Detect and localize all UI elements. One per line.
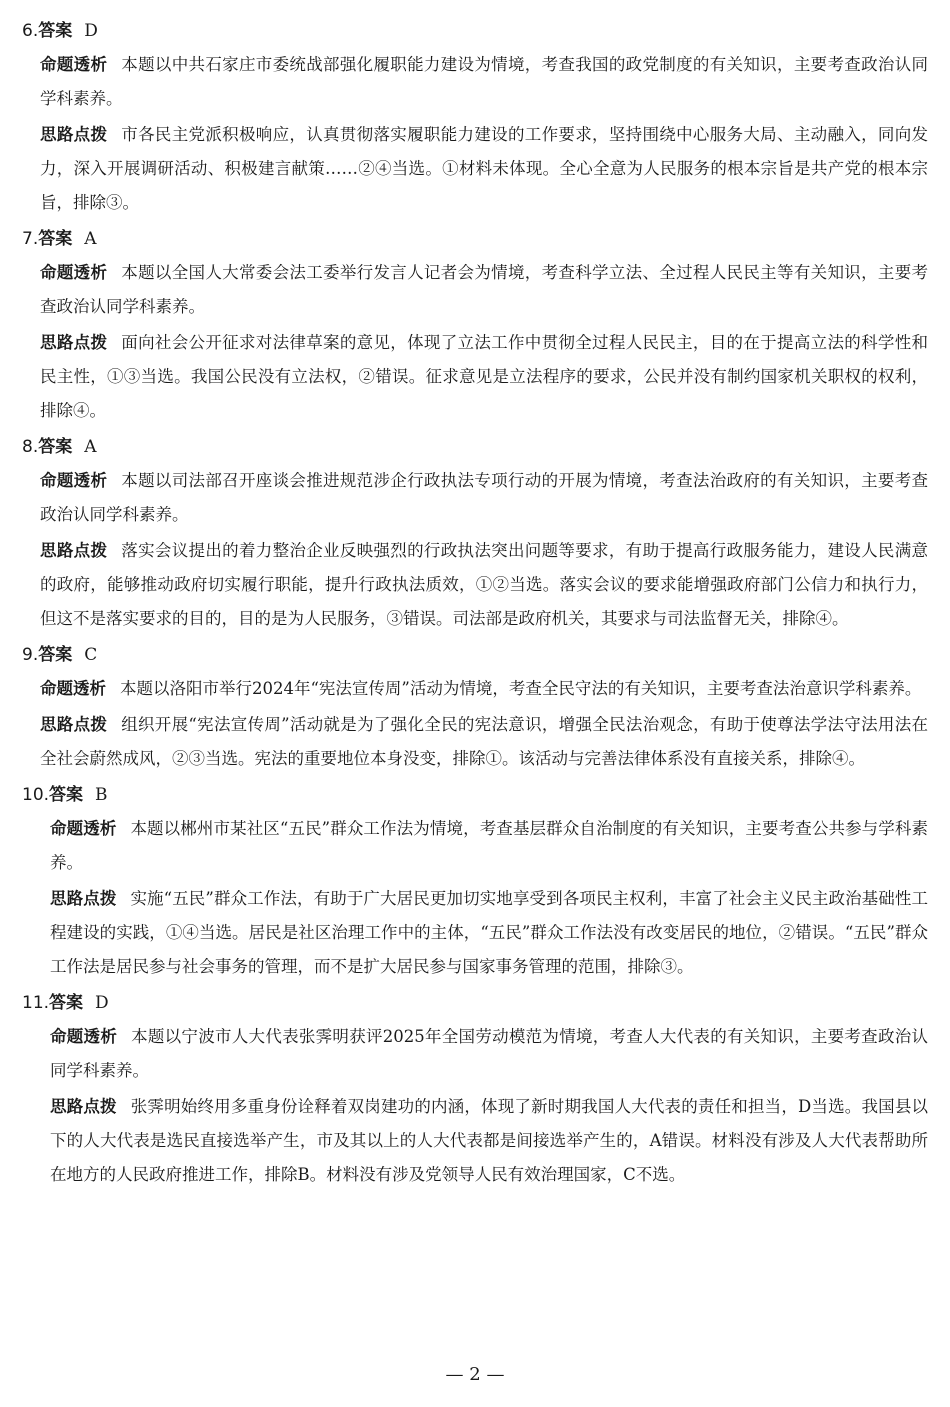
hint-label: 思路点拨 — [50, 1097, 117, 1116]
question-6 — [22, 14, 928, 220]
answer-value: A — [84, 229, 97, 249]
hint-label: 思路点拨 — [40, 333, 108, 352]
answer-value: B — [95, 785, 108, 805]
hint-text: 落实会议提出的着力整治企业反映强烈的行政执法突出问题等要求，有助于提高行政服务能力，建设人民满意的政府，能够推动政府切实履行职能，提升行政执法质效，①②当选。落实会议的要求能增强政府部门公信力和执行力，但这不是落实要求的目的，目的是为人民服务，③错误。司法部是政府机关，其要求与司法监督无关，排除④。 — [40, 541, 929, 628]
hint-paragraph — [22, 534, 928, 636]
answer-value: C — [84, 645, 98, 665]
analysis-text: 本题以司法部召开座谈会推进规范涉企行政执法专项行动的开展为情境，考查法治政府的有关知识，主要考查政治认同学科素养。 — [40, 471, 929, 524]
page-number: — 2 — — [445, 1364, 505, 1385]
question-number: 8. — [22, 437, 39, 457]
analysis-paragraph — [22, 464, 928, 532]
answer-line — [22, 778, 928, 812]
answer-line — [22, 986, 928, 1020]
analysis-label: 命题透析 — [40, 679, 106, 698]
answer-value: D — [95, 993, 109, 1013]
hint-text: 市各民主党派积极响应，认真贯彻落实履职能力建设的工作要求，坚持围绕中心服务大局、主动融入，同向发力，深入开展调研活动、积极建言献策……②④当选。①材料未体现。全心全意为人民服务的根本宗旨是共产党的根本宗旨，排除③。 — [40, 125, 929, 212]
hint-paragraph — [22, 882, 928, 984]
hint-label: 思路点拨 — [40, 541, 108, 560]
answer-value: A — [84, 437, 97, 457]
question-number: 10. — [22, 785, 50, 805]
analysis-label: 命题透析 — [40, 263, 108, 282]
analysis-paragraph — [22, 672, 928, 706]
hint-text: 实施“五民”群众工作法，有助于广大居民更加切实地享受到各项民主权利，丰富了社会主义民主政治基础性工程建设的实践，①④当选。居民是社区治理工作中的主体，“五民”群众工作法没有改变居民的地位，②错误。“五民”群众工作法是居民参与社会事务的管理，而不是扩大居民参与国家事务管理的范围，排除③。 — [50, 889, 929, 976]
question-8 — [22, 430, 928, 636]
analysis-paragraph — [22, 812, 928, 880]
analysis-text: 本题以中共石家庄市委统战部强化履职能力建设为情境，考查我国的政党制度的有关知识，主要考查政治认同学科素养。 — [40, 55, 929, 108]
analysis-label: 命题透析 — [50, 1027, 118, 1046]
answer-label: 答案 — [38, 437, 73, 457]
analysis-label: 命题透析 — [40, 471, 108, 490]
analysis-text: 本题以宁波市人大代表张霁明获评2025年全国劳动模范为情境，考查人大代表的有关知识，主要考查政治认同学科素养。 — [50, 1027, 928, 1080]
question-number: 9. — [22, 645, 39, 665]
question-9 — [22, 638, 928, 776]
answer-label: 答案 — [49, 993, 84, 1013]
analysis-paragraph — [22, 256, 928, 324]
analysis-paragraph — [22, 1020, 928, 1088]
hint-label: 思路点拨 — [50, 889, 117, 908]
question-number: 7. — [22, 229, 39, 249]
question-7 — [22, 222, 928, 428]
hint-paragraph — [22, 1090, 928, 1192]
question-10 — [22, 778, 928, 984]
hint-label: 思路点拨 — [40, 125, 108, 144]
hint-label: 思路点拨 — [40, 715, 108, 734]
question-number: 6. — [22, 21, 39, 41]
answer-label: 答案 — [38, 229, 73, 249]
hint-paragraph — [22, 326, 928, 428]
answer-line — [22, 638, 928, 672]
answer-label: 答案 — [49, 785, 84, 805]
question-11 — [22, 986, 928, 1192]
question-number: 11. — [22, 993, 50, 1013]
hint-text: 面向社会公开征求对法律草案的意见，体现了立法工作中贯彻全过程人民民主，目的在于提高立法的科学性和民主性，①③当选。我国公民没有立法权，②错误。征求意见是立法程序的要求，公民并没有制约国家机关职权的权利，排除④。 — [40, 333, 929, 420]
answer-line — [22, 222, 928, 256]
answer-line — [22, 430, 928, 464]
analysis-text: 本题以洛阳市举行2024年“宪法宣传周”活动为情境，考查全民守法的有关知识，主要考查法治意识学科素养。 — [120, 679, 922, 698]
answer-value: D — [84, 21, 98, 41]
hint-text: 张霁明始终用多重身份诠释着双岗建功的内涵，体现了新时期我国人大代表的责任和担当，D当选。我国县以下的人大代表是选民直接选举产生，市及其以上的人大代表都是间接选举产生的，A错误。材料没有涉及人大代表帮助所在地方的人民政府推进工作，排除B。材料没有涉及党领导人民有效治理国家，C不选。 — [50, 1097, 929, 1184]
answer-line — [22, 14, 928, 48]
hint-text: 组织开展“宪法宣传周”活动就是为了强化全民的宪法意识，增强全民法治观念，有助于使尊法学法守法用法在全社会蔚然成风，②③当选。宪法的重要地位本身没变，排除①。该活动与完善法律体系没有直接关系，排除④。 — [40, 715, 928, 768]
hint-paragraph — [22, 708, 928, 776]
hint-paragraph — [22, 118, 928, 220]
answer-label: 答案 — [38, 645, 73, 665]
analysis-text: 本题以郴州市某社区“五民”群众工作法为情境，考查基层群众自治制度的有关知识，主要考查公共参与学科素养。 — [50, 819, 929, 872]
answer-label: 答案 — [38, 21, 73, 41]
analysis-text: 本题以全国人大常委会法工委举行发言人记者会为情境，考查科学立法、全过程人民民主等有关知识，主要考查政治认同学科素养。 — [40, 263, 929, 316]
analysis-label: 命题透析 — [50, 819, 117, 838]
analysis-label: 命题透析 — [40, 55, 108, 74]
analysis-paragraph — [22, 48, 928, 116]
